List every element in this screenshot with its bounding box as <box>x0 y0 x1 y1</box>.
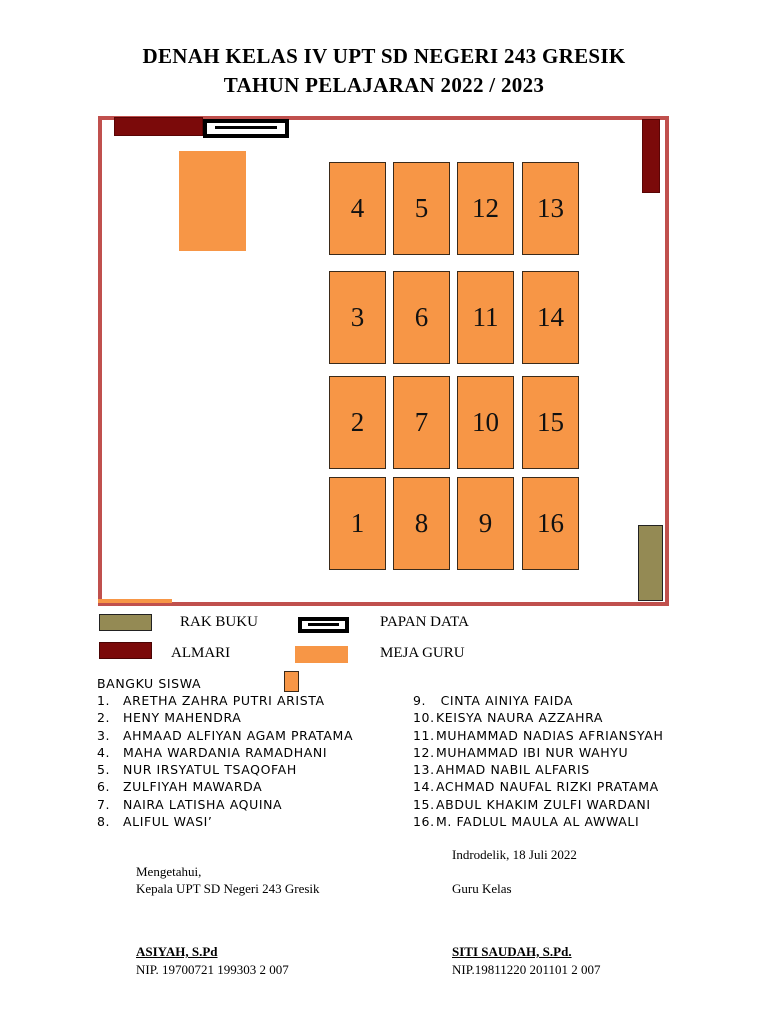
kepala-sekolah-name: ASIYAH, S.Pd <box>136 944 218 959</box>
student-desk: 6 <box>393 271 450 364</box>
student-name: MUHAMMAD IBI NUR WAHYU <box>436 744 629 760</box>
student-name: AHMAD NABIL ALFARIS <box>436 762 590 778</box>
student-number: 13. <box>413 762 435 778</box>
wall-opening <box>659 222 665 364</box>
page-title: DENAH KELAS IV UPT SD NEGERI 243 GRESIK <box>142 44 626 68</box>
student-name: MAHA WARDANIA RAMADHANI <box>123 744 328 760</box>
student-name: NAIRA LATISHA AQUINA <box>123 796 283 812</box>
student-desk: 14 <box>522 271 579 364</box>
student-name: AHMAAD ALFIYAN AGAM PRATAMA <box>123 727 354 743</box>
legend-papan-data-swatch <box>298 617 349 633</box>
legend-almari-label: ALMARI <box>171 645 231 661</box>
student-number: 9. <box>413 693 427 708</box>
student-number: 4. <box>97 744 111 760</box>
guru-kelas-name: SITI SAUDAH, S.Pd. <box>452 944 572 959</box>
kepala-sekolah-title: Kepala UPT SD Negeri 243 Gresik <box>136 881 320 896</box>
student-name: ABDUL KHAKIM ZULFI WARDANI <box>436 796 651 812</box>
student-name: ACHMAD NAUFAL RIZKI PRATAMA <box>436 779 659 795</box>
student-number: 3. <box>97 727 111 743</box>
student-name: CINTA AINIYA FAIDA <box>436 693 574 708</box>
student-desk: 2 <box>329 376 386 469</box>
student-list-item <box>413 710 663 727</box>
student-list-item <box>413 779 663 796</box>
student-desk: 4 <box>329 162 386 255</box>
legend-meja-guru-swatch <box>295 646 348 663</box>
student-list-item <box>413 814 663 831</box>
student-list-item <box>97 728 353 745</box>
student-number: 15. <box>413 796 435 812</box>
student-name: KEISYA NAURA AZZAHRA <box>436 710 604 726</box>
student-name: HENY MAHENDRA <box>123 710 242 726</box>
student-number: 16. <box>413 814 435 830</box>
teacher-desk <box>179 151 246 251</box>
student-number: 12. <box>413 744 435 760</box>
legend-almari-swatch <box>99 642 152 659</box>
legend-rak-buku-label: RAK BUKU <box>180 614 258 630</box>
almari-cabinet-right <box>642 119 660 193</box>
student-desk: 16 <box>522 477 579 570</box>
student-name: ALIFUL WASI’ <box>123 814 213 830</box>
legend-meja-guru-label: MEJA GURU <box>380 645 465 661</box>
student-list-item <box>97 710 353 727</box>
guru-kelas-nip: NIP.19811220 201101 2 007 <box>452 962 601 977</box>
student-desk: 5 <box>393 162 450 255</box>
page-subtitle: TAHUN PELAJARAN 2022 / 2023 <box>223 73 545 97</box>
mengetahui-label: Mengetahui, <box>136 864 202 879</box>
student-list-right <box>413 693 663 831</box>
student-name: ARETHA ZAHRA PUTRI ARISTA <box>123 693 325 708</box>
student-list-item <box>97 779 353 796</box>
student-list-item <box>413 745 663 762</box>
student-list-item <box>97 745 353 762</box>
student-list-left <box>97 693 353 831</box>
student-list-item <box>413 762 663 779</box>
student-desk: 10 <box>457 376 514 469</box>
student-number: 7. <box>97 796 111 812</box>
student-desk: 9 <box>457 477 514 570</box>
student-desk: 7 <box>393 376 450 469</box>
student-list-item <box>413 728 663 745</box>
student-desk: 8 <box>393 477 450 570</box>
student-list-item <box>97 814 353 831</box>
student-list-item <box>413 693 663 710</box>
student-number: 14. <box>413 779 435 795</box>
student-desk: 15 <box>522 376 579 469</box>
student-name: M. FADLUL MAULA AL AWWALI <box>436 814 640 830</box>
student-desk: 1 <box>329 477 386 570</box>
rak-buku-shelf <box>638 525 663 601</box>
guru-kelas-title: Guru Kelas <box>452 881 512 896</box>
door-marker <box>98 599 172 603</box>
student-list-item <box>97 797 353 814</box>
student-number: 10. <box>413 710 435 726</box>
student-number: 11. <box>413 727 435 743</box>
student-number: 5. <box>97 762 111 778</box>
legend-bangku-siswa-swatch <box>284 671 299 692</box>
student-number: 1. <box>97 693 111 708</box>
legend-papan-data-label: PAPAN DATA <box>380 614 469 630</box>
student-desk: 11 <box>457 271 514 364</box>
student-number: 8. <box>97 814 111 830</box>
signature-date: Indrodelik, 18 Juli 2022 <box>452 847 577 862</box>
papan-data-board <box>203 119 289 138</box>
student-desk: 13 <box>522 162 579 255</box>
student-number: 6. <box>97 779 111 795</box>
kepala-sekolah-nip: NIP. 19700721 199303 2 007 <box>136 962 289 977</box>
student-list-item <box>413 797 663 814</box>
legend-rak-buku-swatch <box>99 614 152 631</box>
student-desk: 12 <box>457 162 514 255</box>
student-list-item <box>97 762 353 779</box>
legend-bangku-siswa-label: BANGKU SISWA <box>97 676 202 691</box>
student-desk: 3 <box>329 271 386 364</box>
student-name: NUR IRSYATUL TSAQOFAH <box>123 762 297 778</box>
student-name: MUHAMMAD NADIAS AFRIANSYAH <box>436 727 664 743</box>
student-number: 2. <box>97 710 111 726</box>
student-list-item <box>97 693 353 710</box>
student-name: ZULFIYAH MAWARDA <box>123 779 263 795</box>
almari-cabinet-top <box>114 117 203 136</box>
